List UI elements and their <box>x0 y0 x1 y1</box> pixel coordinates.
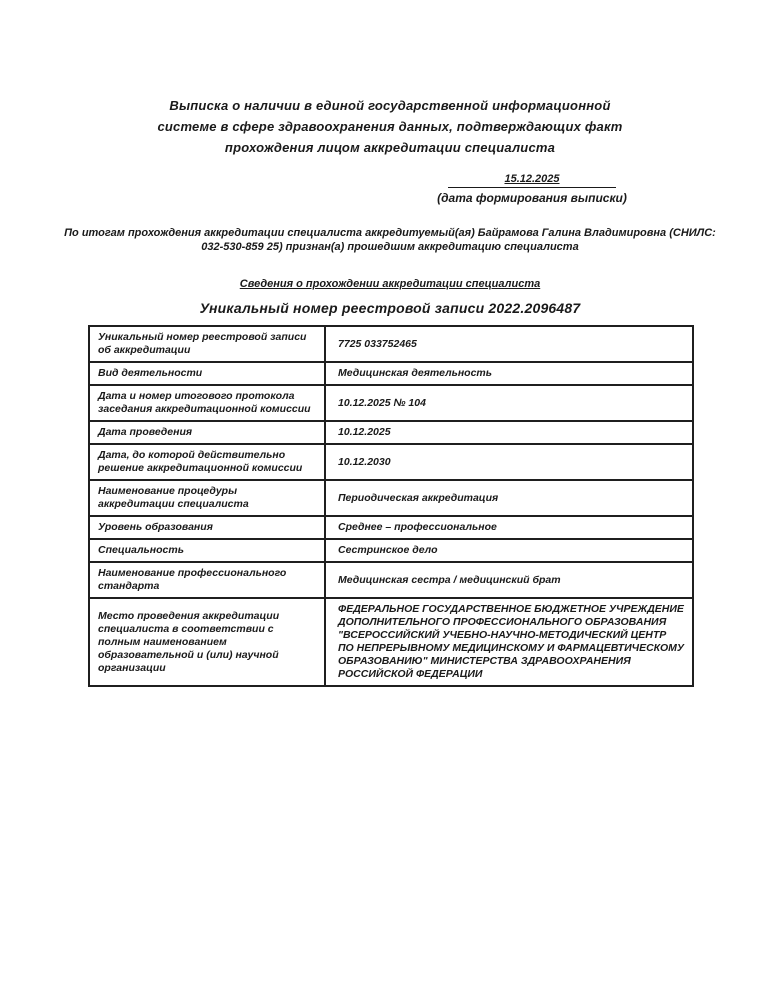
formation-date-rule <box>448 173 616 188</box>
accreditation-details-table <box>88 325 694 687</box>
row-value: 10.12.2025 № 104 <box>325 385 693 421</box>
row-value: Сестринское дело <box>325 539 693 562</box>
row-label: Дата и номер итогового протокола заседания аккредитационной комиссии <box>89 385 325 421</box>
section-heading: Сведения о прохождении аккредитации специалиста <box>239 278 541 290</box>
row-label: Место проведения аккредитации специалиста в соответствии с полным наименованием образовательной и (или) научной организации <box>89 598 325 686</box>
row-value: 10.12.2030 <box>325 444 693 480</box>
table-row <box>89 562 693 598</box>
row-value: Периодическая аккредитация <box>325 480 693 516</box>
table-row <box>89 516 693 539</box>
row-label: Дата проведения <box>89 421 325 444</box>
row-value: 10.12.2025 <box>325 421 693 444</box>
registry-record-heading: Уникальный номер реестровой записи 2022.2096487 <box>199 300 581 316</box>
table-row <box>89 362 693 385</box>
row-value: Среднее – профессиональное <box>325 516 693 539</box>
document-title-line: Выписка о наличии в единой государственной информационной <box>169 98 611 113</box>
intro-paragraph-line: По итогам прохождения аккредитации специалиста аккредитуемый(ая) Байрамова Галина Владимировна (СНИЛС: <box>64 227 716 239</box>
formation-date-block <box>424 173 640 205</box>
formation-date-caption: (дата формирования выписки) <box>437 191 627 205</box>
table-row <box>89 421 693 444</box>
row-value: 7725 033752465 <box>325 326 693 362</box>
accreditation-extract-page <box>0 95 780 985</box>
row-value: Медицинская деятельность <box>325 362 693 385</box>
table-row <box>89 598 693 686</box>
table-row <box>89 444 693 480</box>
table-row <box>89 385 693 421</box>
formation-date-value: 15.12.2025 <box>504 173 560 185</box>
row-label: Наименование процедуры аккредитации специалиста <box>89 480 325 516</box>
row-value: Медицинская сестра / медицинский брат <box>325 562 693 598</box>
row-label: Уровень образования <box>89 516 325 539</box>
table-row <box>89 539 693 562</box>
document-title-line: системе в сфере здравоохранения данных, подтверждающих факт <box>157 119 623 134</box>
row-label: Наименование профессионального стандарта <box>89 562 325 598</box>
row-label: Уникальный номер реестровой записи об аккредитации <box>89 326 325 362</box>
row-value: ФЕДЕРАЛЬНОЕ ГОСУДАРСТВЕННОЕ БЮДЖЕТНОЕ УЧРЕЖДЕНИЕ ДОПОЛНИТЕЛЬНОГО ПРОФЕССИОНАЛЬНОГО ОБРАЗОВАНИЯ "ВСЕРОССИЙСКИЙ УЧЕБНО-НАУЧНО-МЕТОДИЧЕСКИЙ ЦЕНТР ПО НЕПРЕРЫВНОМУ МЕДИЦИНСКОМУ И ФАРМАЦЕВТИЧЕСКОМУ ОБРАЗОВАНИЮ" МИНИСТЕРСТВА ЗДРАВООХРАНЕНИЯ РОССИЙСКОЙ ФЕДЕРАЦИИ <box>325 598 693 686</box>
table-row <box>89 480 693 516</box>
intro-paragraph <box>0 226 780 254</box>
row-label: Вид деятельности <box>89 362 325 385</box>
table-row <box>89 326 693 362</box>
row-label: Специальность <box>89 539 325 562</box>
document-title <box>0 95 780 158</box>
row-label: Дата, до которой действительно решение аккредитационной комиссии <box>89 444 325 480</box>
document-title-line: прохождения лицом аккредитации специалиста <box>224 140 556 155</box>
intro-paragraph-line: 032-530-859 25) признан(а) прошедшим аккредитацию специалиста <box>201 241 579 253</box>
